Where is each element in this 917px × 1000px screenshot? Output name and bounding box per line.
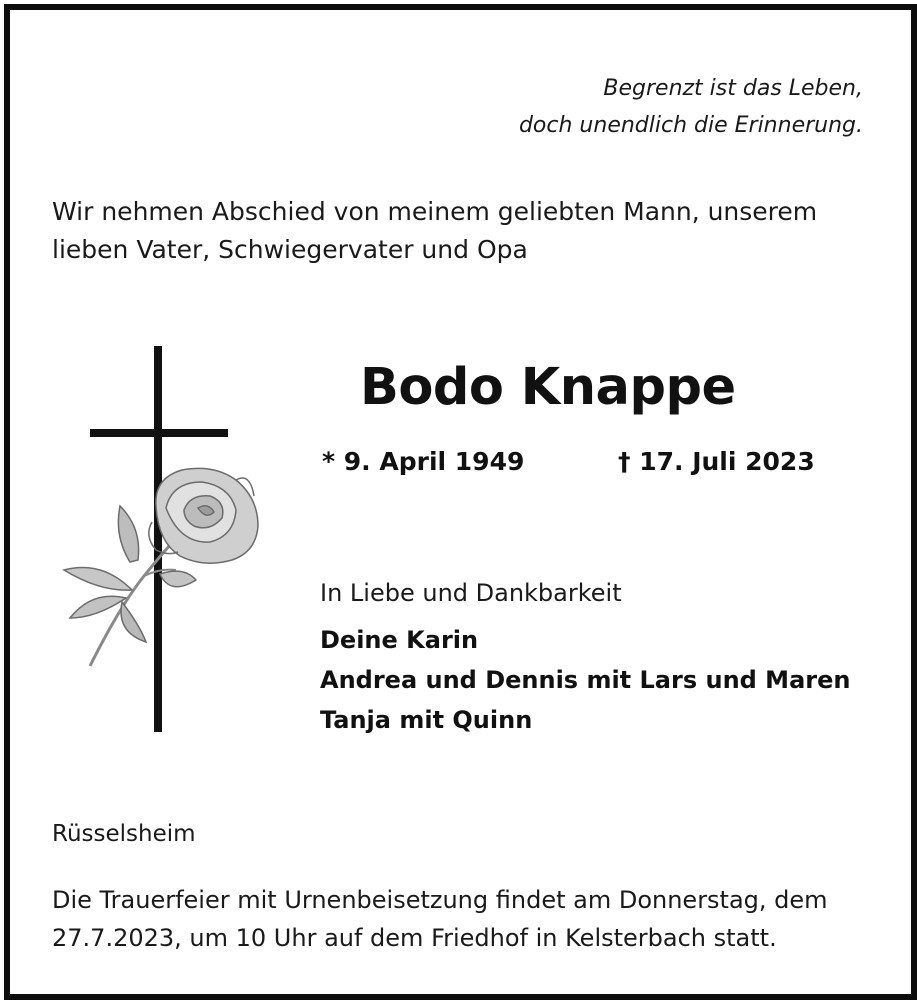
intro-line-1: Wir nehmen Abschied von meinem geliebten Mann, unserem <box>52 197 818 226</box>
deceased-name: Bodo Knappe <box>360 358 736 417</box>
place-name: Rüsselsheim <box>52 821 196 847</box>
death-date: † 17. Juli 2023 <box>618 447 815 476</box>
mourner-name: Tanja mit Quinn <box>320 706 533 734</box>
intro-line-2: lieben Vater, Schwiegervater und Opa <box>52 235 528 264</box>
birth-date: * 9. April 1949 <box>322 447 525 476</box>
mourner-name: Deine Karin <box>320 626 479 654</box>
service-notice-line-2: 27.7.2023, um 10 Uhr auf dem Friedhof in Kelsterbach statt. <box>52 924 777 952</box>
motto-line-2: doch unendlich die Erinnerung. <box>518 113 863 138</box>
cross-and-rose <box>60 346 270 736</box>
service-notice-line-1: Die Trauerfeier mit Urnenbeisetzung findet am Donnerstag, dem <box>52 886 828 914</box>
mourners-intro: In Liebe und Dankbarkeit <box>320 579 622 607</box>
mourner-name: Andrea und Dennis mit Lars und Maren <box>320 666 851 694</box>
motto-line-1: Begrenzt ist das Leben, <box>603 76 863 101</box>
